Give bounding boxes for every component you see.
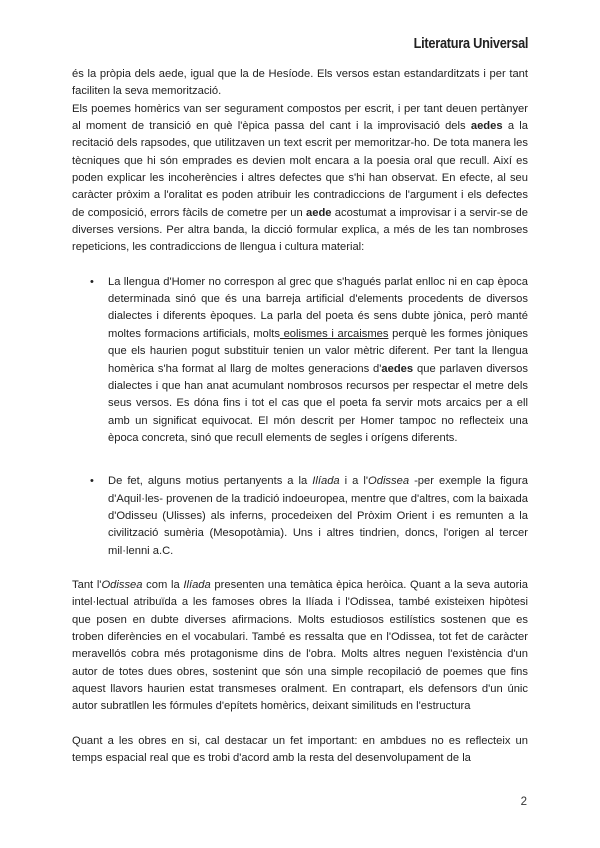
paragraph-3-text-c: com la — [142, 578, 184, 591]
paragraph-4: Quant a les obres en si, cal destacar un fet important: en ambdues no es reflecteix un temps espacial real que es trobi d'acord amb la resta del desenvolupament de la — [72, 734, 528, 765]
title-odissea-2: Odissea — [101, 578, 143, 591]
bullet-list — [72, 274, 528, 560]
paragraph-2-text-e: acostumat a improvisar i a servir-se de diverses versions. Per altra banda, la dicció formular explica, a més de les tan nombroses repeticions, les contradiccions de llengua i cultura material: — [72, 206, 528, 254]
paragraph-3 — [72, 577, 528, 716]
paragraph-1: és la pròpia dels aede, igual que la de Hesíode. Els versos estan estandarditzats i per tant faciliten la seva memorització. — [72, 68, 528, 98]
paragraph-2 — [72, 101, 528, 257]
bullet-icon: • — [90, 275, 94, 288]
page-number: 2 — [520, 796, 527, 808]
bullet-item-2 — [72, 473, 528, 560]
title-odissea: Odissea — [368, 475, 410, 488]
paragraph-3-text-a: Tant l' — [72, 578, 102, 591]
underlined-phrase: eolismes i arcaismes — [279, 327, 389, 340]
bullet-1-text-c: perquè les formes jòniques que els haurien pogut substituir tenien un valor mètric diferent. Per tant la llengua homèrica s'ha format al llarg de moltes generacions d' — [108, 327, 529, 375]
title-iliada: Ilíada — [312, 475, 340, 488]
bullet-2-text-a: De fet, alguns motius pertanyents a la — [108, 475, 313, 488]
bullet-2-text-c: i a l' — [339, 475, 369, 488]
document-body — [72, 66, 528, 767]
bullet-2-text-e: -per exemple la figura d'Aquil·les- provenen de la tradició indoeuropea, mentre que d'altres, com la baixada d'Odisseu (Ulisses) als inferns, procedeixen del Pròxim Orient i es remunten a la civilització sumèria (Mesopotàmia). Uns i altres tindrien, doncs, l'origen al tercer mil·lenni a.C. — [108, 475, 528, 557]
bullet-icon: • — [90, 475, 94, 488]
term-aedes: aedes — [470, 120, 503, 133]
running-header: Literatura Universal — [413, 36, 528, 52]
term-aede: aede — [306, 206, 332, 219]
paragraph-2-text-c: a la recitació dels rapsodes, que utilitzaven un text escrit per memoritzar-ho. De tota manera les tècniques que hi són emprades es devien molt encara a la poesia oral que recull. Així es poden explicar les incoherències i altres defectes que s'hi han observat. En efecte, al seu caràcter pròxim a l'oralitat es poden atribuir les contradiccions de l'argument i els defectes de composició, errors fàcils de cometre per un — [72, 120, 528, 219]
title-iliada-2: Ilíada — [183, 578, 211, 591]
bullet-item-1 — [72, 274, 528, 447]
paragraph-3-text-e: presenten una temàtica èpica heròica. Quant a la seva autoria intel·lectual atribuïda a les famoses obres la Ilíada i l'Odissea, també existeixen hipòtesi que posen en dubte diverses afirmacions. Molts estudiosos estilístics sostenen que es troben diferències en el vocabulari. També es ressalta que en l'Odissea, tot fet de caràcter meravellós cobra més protagonisme dins de l'obra. Molts altres neguen l'existència d'un autor de totes dues obres, sostenint que són una simple recopilació de poemes que fins aquest llavors haurien estat transmeses oralment. En contrapart, els defensors d'un únic autor subratllen les fórmules d'epítets homèrics, deixant similituds en l'estructura — [72, 578, 528, 713]
paragraph-2-text-a: Els poemes homèrics van ser segurament compostos per escrit, i per tant deuen pertànyer al moment de transició en què l'èpica passa del cant i la improvisació dels — [72, 102, 528, 133]
bullet-1-text-a: La llengua d'Homer no correspon al grec que s'hagués parlat enlloc ni en cap època determinada sinó que és una barreja artificial d'elements procedents de diversos dialectes i diferents èpoques. La parla del poeta és sens dubte jònica, però manté moltes formacions artificials, molts — [108, 275, 528, 340]
term-aedes-2: aedes — [381, 362, 414, 375]
bullet-1-text-e: que parlaven diversos dialectes i que han anat acumulant nombrosos recursos per respectar el metre dels seus versos. Es dóna fins i tot el cas que el poeta fa servir mots arcaics per a ell amb un significat equivocat. El món descrit per Homer tampoc no reflecteix una època concreta, sinó que recull elements de segles i orígens diferents. — [108, 362, 528, 444]
